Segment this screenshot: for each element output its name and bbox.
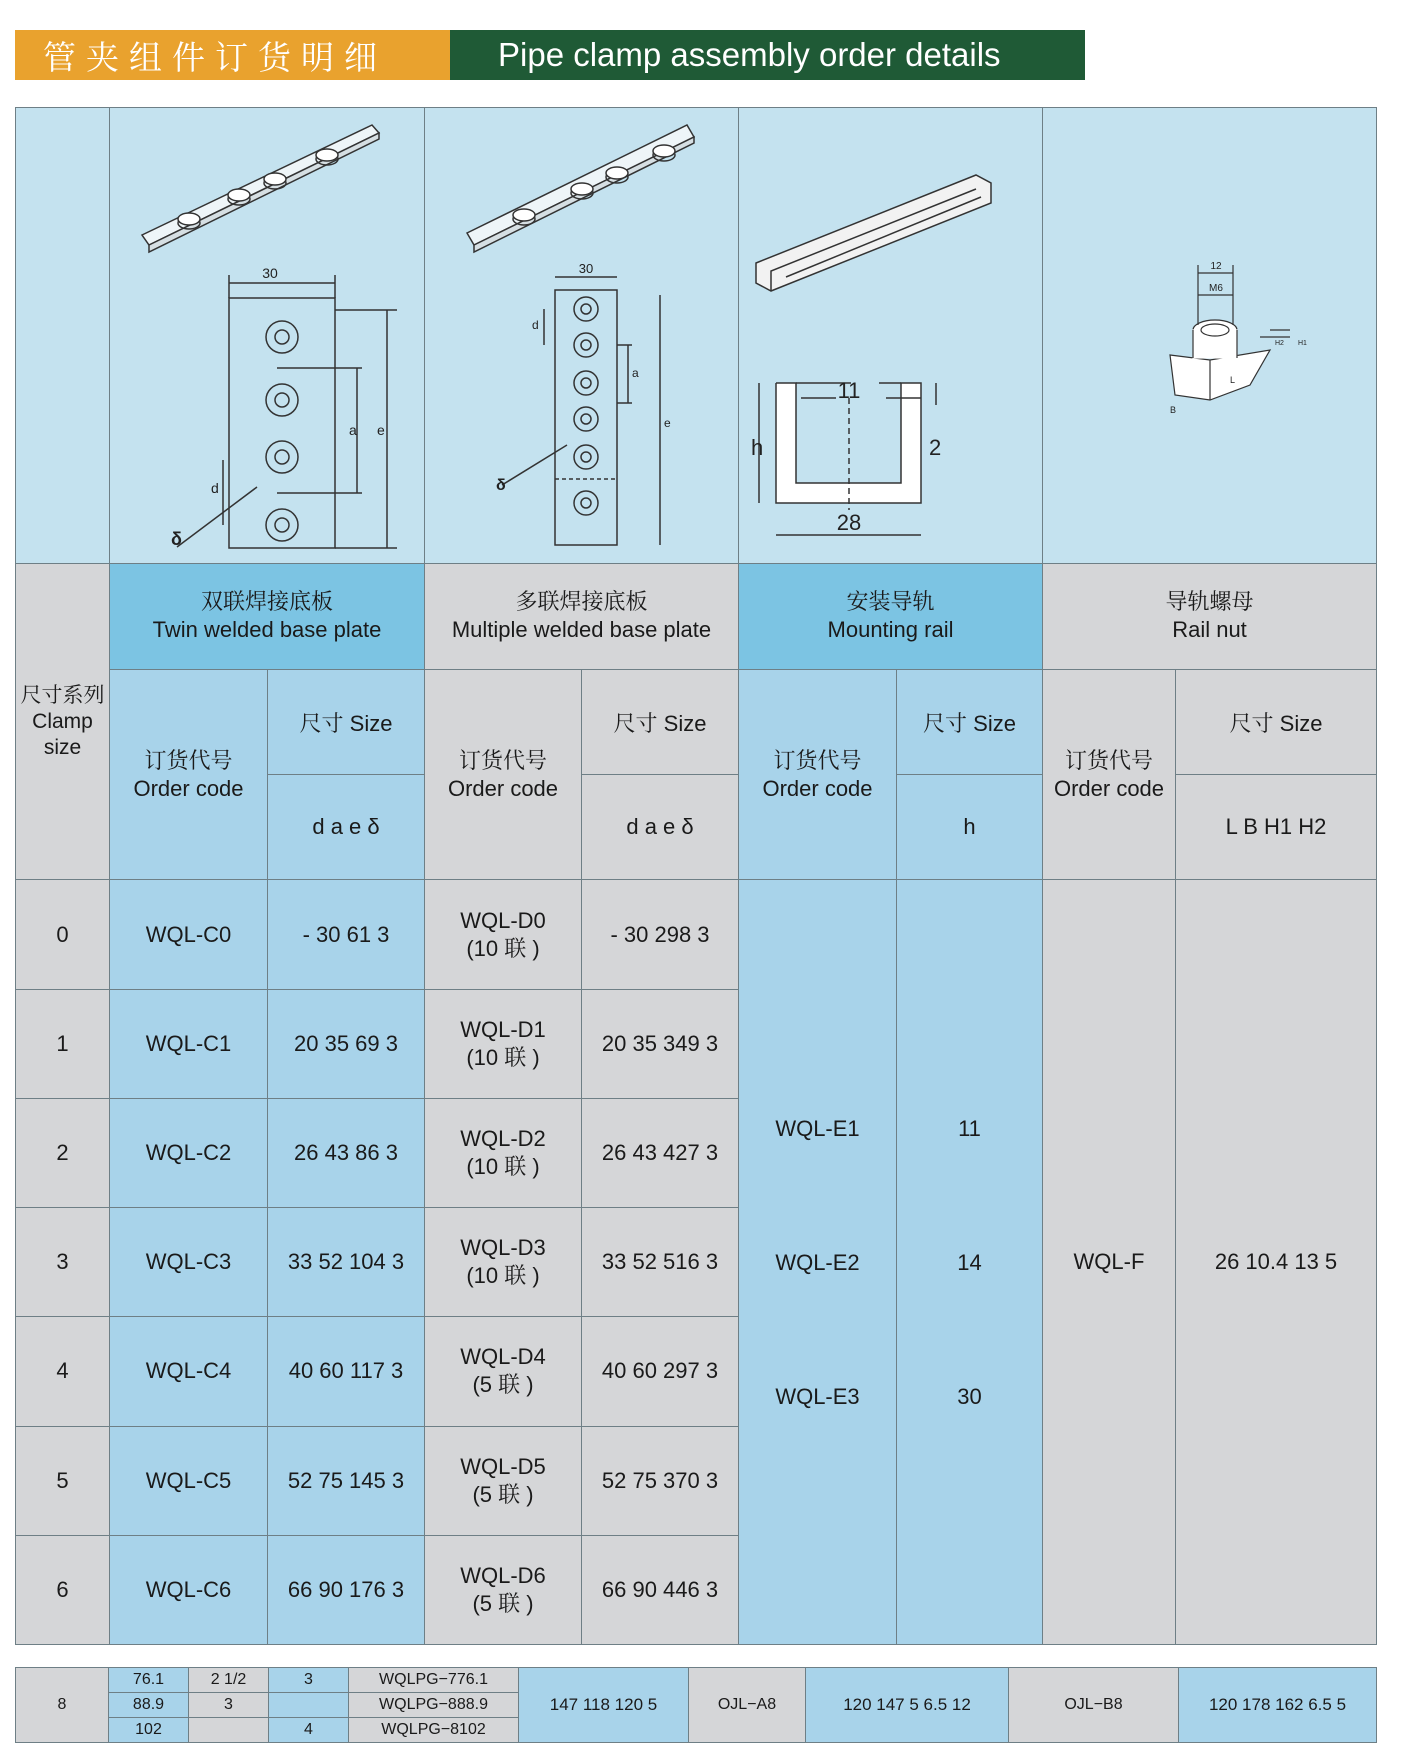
- product-rail: [739, 563, 1043, 669]
- product-en: Multiple welded base plate: [451, 617, 712, 643]
- product-twin-plate: [110, 563, 425, 669]
- drawing-blank: [16, 108, 110, 564]
- drawing-nut: [1043, 108, 1377, 564]
- order-en: Order code: [133, 775, 244, 801]
- clamp-size: 5: [16, 1426, 110, 1535]
- size-c: 26 43 86 3: [268, 1098, 425, 1207]
- product-cn: 双联焊接底板: [200, 589, 333, 615]
- dim-delta: δ: [171, 529, 182, 550]
- order-code-c: WQL-C3: [110, 1208, 268, 1317]
- rail-code: WQL-E2: [775, 1250, 860, 1276]
- dim-h2: H2: [1274, 340, 1284, 348]
- rail-code: WQL-E3: [775, 1384, 860, 1410]
- order-code-d: [425, 1317, 582, 1426]
- nut-columns: L B H1 H2: [1176, 775, 1377, 880]
- rail-h: 14: [957, 1250, 982, 1276]
- size-d: - 30 298 3: [582, 880, 739, 989]
- code: WQL-D4: [460, 1344, 546, 1370]
- pipe-od: 102: [109, 1718, 189, 1743]
- clamp-size-en: Clamp size: [32, 709, 93, 759]
- clamp-size-header: [16, 563, 110, 880]
- size-header: 尺寸 Size: [268, 670, 425, 775]
- order-code-header: [1043, 670, 1176, 880]
- size-c: 66 90 176 3: [268, 1535, 425, 1644]
- order-en: Order code: [1053, 775, 1165, 801]
- dim-d: d: [531, 318, 539, 333]
- rail-columns: h: [897, 775, 1043, 880]
- unit: (5 联 ): [472, 1590, 534, 1616]
- size-d: 26 43 427 3: [582, 1098, 739, 1207]
- pipe-code: WQLPG−888.9: [349, 1693, 519, 1718]
- order-code: OJL−A8: [689, 1668, 806, 1743]
- dim-delta: δ: [495, 477, 506, 495]
- size-c: - 30 61 3: [268, 880, 425, 989]
- pipe-od: 76.1: [109, 1668, 189, 1693]
- order-cn: 订货代号: [144, 747, 233, 773]
- product-cn: 多联焊接底板: [515, 589, 648, 615]
- twin-plate-drawing: [117, 115, 417, 555]
- order-code-c: WQL-C0: [110, 880, 268, 989]
- clamp-size: 8: [16, 1668, 109, 1743]
- dim-width: 12: [1209, 261, 1222, 273]
- clamp-size: 2: [16, 1098, 110, 1207]
- pipe-code: WQLPG−8102: [349, 1718, 519, 1743]
- multi-plate-drawing: [432, 115, 732, 555]
- product-nut: [1043, 563, 1377, 669]
- size-c: 20 35 69 3: [268, 989, 425, 1098]
- drawing-multi-plate: [425, 108, 739, 564]
- nut-drawing: [1060, 115, 1360, 555]
- product-en: Rail nut: [1172, 617, 1247, 643]
- order-code-d: [425, 1535, 582, 1644]
- unit: (10 联 ): [466, 935, 540, 961]
- pipe-col: 3: [269, 1668, 349, 1693]
- continuation-table: [15, 1667, 1377, 1743]
- order-code-d: [425, 1098, 582, 1207]
- rail-drawing: [741, 115, 1041, 555]
- unit: (5 联 ): [472, 1372, 534, 1398]
- size-header: 尺寸 Size: [897, 670, 1043, 775]
- title-cn: 管夹组件订货明细: [15, 30, 450, 80]
- size-d: 33 52 516 3: [582, 1208, 739, 1317]
- order-code-c: WQL-C6: [110, 1535, 268, 1644]
- order-code-c: WQL-C2: [110, 1098, 268, 1207]
- order-en: Order code: [447, 775, 559, 801]
- clamp-size: 4: [16, 1317, 110, 1426]
- dims: 147 118 120 5: [519, 1668, 689, 1743]
- unit: (10 联 ): [466, 1153, 540, 1179]
- dims: 120 147 5 6.5 12: [806, 1668, 1009, 1743]
- unit: (5 联 ): [472, 1481, 534, 1507]
- size-header: 尺寸 Size: [582, 670, 739, 775]
- product-en: Mounting rail: [827, 617, 954, 643]
- size-header: 尺寸 Size: [1176, 670, 1377, 775]
- code: WQL-D3: [460, 1235, 546, 1261]
- product-en: Twin welded base plate: [152, 617, 382, 643]
- size-d: 20 35 349 3: [582, 989, 739, 1098]
- product-multi-plate: [425, 563, 739, 669]
- plate-columns: d a e δ: [582, 775, 739, 880]
- order-code: OJL−B8: [1009, 1668, 1179, 1743]
- dim-thickness: 2: [928, 435, 941, 461]
- order-code-c: WQL-C1: [110, 989, 268, 1098]
- drawing-twin-plate: [110, 108, 425, 564]
- code: WQL-D1: [460, 1016, 546, 1042]
- size-c: 33 52 104 3: [268, 1208, 425, 1317]
- rail-h: 11: [958, 1116, 981, 1142]
- size-c: 52 75 145 3: [268, 1426, 425, 1535]
- size-d: 40 60 297 3: [582, 1317, 739, 1426]
- pipe-inch: 2 1/2: [189, 1668, 269, 1693]
- order-cn: 订货代号: [1064, 747, 1153, 773]
- pipe-col: [269, 1693, 349, 1718]
- code: WQL-D0: [460, 907, 546, 933]
- clamp-size: 1: [16, 989, 110, 1098]
- size-d: 52 75 370 3: [582, 1426, 739, 1535]
- dim-e: e: [377, 422, 385, 439]
- clamp-size: 0: [16, 880, 110, 989]
- plate-columns: d a e δ: [268, 775, 425, 880]
- unit: (10 联 ): [466, 1263, 540, 1289]
- pipe-od: 88.9: [109, 1693, 189, 1718]
- rail-h: 30: [957, 1384, 982, 1410]
- dim-b: B: [1169, 405, 1176, 416]
- dim-thread: M6: [1208, 283, 1223, 295]
- order-cn: 订货代号: [458, 747, 547, 773]
- dim-width: 30: [262, 265, 278, 282]
- clamp-size: 6: [16, 1535, 110, 1644]
- dim-bottom: 28: [836, 510, 861, 536]
- nut-code: WQL-F: [1043, 880, 1176, 1645]
- rail-sizes: [897, 880, 1043, 1645]
- dims: 120 178 162 6.5 5: [1179, 1668, 1377, 1743]
- code: WQL-D5: [460, 1453, 546, 1479]
- unit: (10 联 ): [466, 1044, 540, 1070]
- clamp-size-cn: 尺寸系列: [20, 683, 105, 707]
- code: WQL-D2: [460, 1125, 546, 1151]
- order-code-header: [739, 670, 897, 880]
- order-code-d: [425, 1208, 582, 1317]
- pipe-inch: 3: [189, 1693, 269, 1718]
- dim-a: a: [349, 422, 357, 439]
- dim-top: 11: [837, 378, 860, 404]
- product-cn: 安装导轨: [846, 589, 935, 615]
- dim-e: e: [663, 416, 671, 431]
- dim-h: h: [750, 435, 763, 461]
- code: WQL-D6: [460, 1562, 546, 1588]
- order-code-c: WQL-C5: [110, 1426, 268, 1535]
- order-en: Order code: [762, 775, 873, 801]
- order-code-d: [425, 880, 582, 989]
- rail-code: WQL-E1: [775, 1116, 860, 1142]
- dim-h1: H1: [1297, 340, 1307, 348]
- dim-a: a: [631, 366, 639, 381]
- dim-l: L: [1229, 375, 1235, 386]
- clamp-size: 3: [16, 1208, 110, 1317]
- rail-codes: [739, 880, 897, 1645]
- title-en: Pipe clamp assembly order details: [450, 30, 1085, 80]
- order-table: [15, 107, 1377, 1645]
- drawing-rail: [739, 108, 1043, 564]
- pipe-inch: [189, 1718, 269, 1743]
- order-code-d: [425, 1426, 582, 1535]
- order-code-header: [110, 670, 268, 880]
- nut-size: 26 10.4 13 5: [1176, 880, 1377, 1645]
- pipe-code: WQLPG−776.1: [349, 1668, 519, 1693]
- title-banner: [15, 30, 1085, 80]
- size-d: 66 90 446 3: [582, 1535, 739, 1644]
- order-code-c: WQL-C4: [110, 1317, 268, 1426]
- pipe-col: 4: [269, 1718, 349, 1743]
- order-cn: 订货代号: [773, 747, 862, 773]
- dim-d: d: [211, 480, 219, 497]
- order-code-d: [425, 989, 582, 1098]
- size-c: 40 60 117 3: [268, 1317, 425, 1426]
- order-code-header: [425, 670, 582, 880]
- product-cn: 导轨螺母: [1165, 589, 1254, 615]
- dim-width: 30: [578, 261, 593, 277]
